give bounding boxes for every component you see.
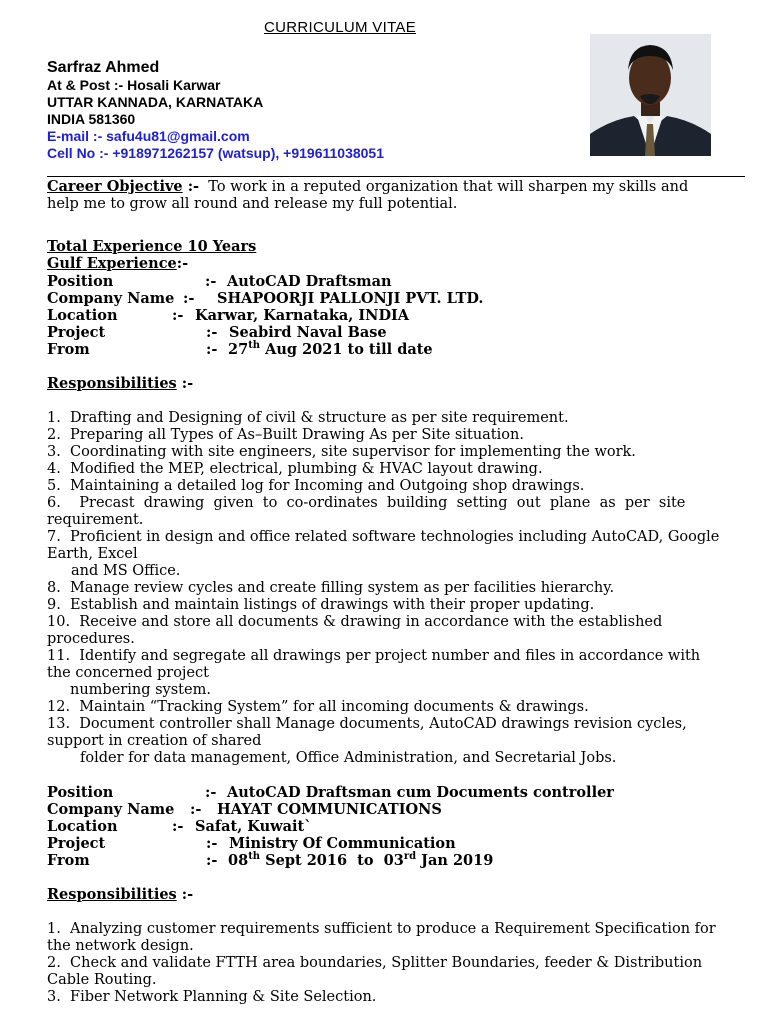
job2-from-row	[47, 852, 768, 869]
from-sep: :-	[206, 341, 218, 358]
from-sep: :-	[206, 852, 218, 869]
header-divider	[47, 176, 745, 177]
from-value: 27th Aug 2021 to till date	[228, 340, 433, 358]
resp-item: 10. Receive and store all documents & drawing in accordance with the established	[47, 614, 663, 630]
company-label: Company Name	[47, 290, 175, 307]
resp-item: 2. Preparing all Types of As–Built Drawing As per Site situation.	[47, 427, 524, 443]
location-label: Location	[47, 818, 118, 835]
resp-item: 1. Analyzing customer requirements sufficient to produce a Requirement Specification for	[47, 921, 716, 937]
candidate-name: Sarfraz Ahmed	[47, 59, 160, 76]
position-label: Position	[47, 784, 114, 801]
resp-item: 12. Maintain “Tracking System” for all incoming documents & drawings.	[47, 699, 589, 715]
job2-location-row	[47, 818, 768, 835]
company-value: HAYAT COMMUNICATIONS	[217, 801, 442, 818]
resp-item-cont: Earth, Excel	[47, 546, 138, 562]
company-label: Company Name	[47, 801, 175, 818]
job1-company-row	[47, 290, 768, 307]
job1-from-row	[47, 341, 768, 358]
contact-header	[47, 58, 384, 162]
from-value: 08th Sept 2016 to 03rd Jan 2019	[228, 851, 494, 869]
resp-item: 1. Drafting and Designing of civil & structure as per site requirement.	[47, 410, 569, 426]
project-value: Seabird Naval Base	[229, 324, 387, 341]
resp-item-cont: support in creation of shared	[47, 733, 262, 749]
resp-item: 13. Document controller shall Manage documents, AutoCAD drawings revision cycles,	[47, 716, 687, 732]
company-value: SHAPOORJI PALLONJI PVT. LTD.	[217, 290, 484, 307]
responsibilities-heading: Responsibilities	[47, 375, 177, 392]
resp-item: 7. Proficient in design and office related software technologies including AutoCAD, Google	[47, 529, 720, 545]
location-sep: :-	[172, 307, 184, 324]
address-line-2: UTTAR KANNADA, KARNATAKA	[47, 94, 264, 110]
project-sep: :-	[206, 835, 218, 852]
resp-item-cont: numbering system.	[70, 682, 211, 698]
gulf-experience-label: Gulf Experience	[47, 255, 177, 272]
profile-photo	[590, 34, 711, 156]
resp-item-cont: Cable Routing.	[47, 972, 157, 988]
career-objective	[47, 178, 768, 196]
from-label: From	[47, 341, 90, 358]
objective-text: To work in a reputed organization that will sharpen my skills and	[199, 179, 689, 195]
resp-item-cont: the network design.	[47, 938, 194, 954]
position-sep: :-	[205, 784, 217, 801]
resp-item: 5. Maintaining a detailed log for Incoming and Outgoing shop drawings.	[47, 478, 585, 494]
job1-location-row	[47, 307, 768, 324]
phone-line: Cell No :- +918971262157 (watsup), +919611038051	[47, 145, 384, 161]
position-label: Position	[47, 273, 114, 290]
resp-item: 11. Identify and segregate all drawings per project number and files in accordance with	[47, 648, 701, 664]
position-sep: :-	[205, 273, 217, 290]
from-label: From	[47, 852, 90, 869]
job1-position-row	[47, 273, 768, 290]
address-line-3: INDIA 581360	[47, 111, 136, 127]
resp-item: 4. Modified the MEP, electrical, plumbing & HVAC layout drawing.	[47, 461, 543, 477]
resp-item-cont: procedures.	[47, 631, 135, 647]
position-value: AutoCAD Draftsman	[227, 273, 392, 290]
gulf-experience-sep: :-	[176, 255, 189, 272]
email-line[interactable]: E-mail :- safu4u81@gmail.com	[47, 128, 250, 144]
document-title: CURRICULUM VITAE	[264, 19, 417, 36]
job2-company-row	[47, 801, 768, 818]
project-sep: :-	[206, 324, 218, 341]
resp-item-cont: requirement.	[47, 512, 144, 528]
location-value: Karwar, Karnataka, INDIA	[195, 307, 410, 324]
position-value: AutoCAD Draftsman cum Documents controller	[227, 784, 614, 801]
responsibilities-heading: Responsibilities	[47, 886, 177, 903]
objective-text-2: help me to grow all round and release my full potential.	[47, 196, 458, 212]
project-value: Ministry Of Communication	[229, 835, 456, 852]
resp-item: 8. Manage review cycles and create filling system as per facilities hierarchy.	[47, 580, 615, 596]
job2-position-row	[47, 784, 768, 801]
job1-project-row	[47, 324, 768, 341]
resp-item: 2. Check and validate FTTH area boundaries, Splitter Boundaries, feeder & Distribution	[47, 955, 703, 971]
resp-item: 3. Coordinating with site engineers, site supervisor for implementing the work.	[47, 444, 636, 460]
resp-item-cont: the concerned project	[47, 665, 209, 681]
job2-project-row	[47, 835, 768, 852]
location-label: Location	[47, 307, 118, 324]
resp-item: 6. Precast drawing given to co-ordinates building setting out plane as per site	[47, 495, 686, 511]
cv-body: Career Objective :- To work in a reputed organization that will sharpen my skills and help me to grow all round and release my full potential. Total Experience 10 Years Gulf Experience:- Position :- AutoCAD Draftsman Company Name :- SHAPOORJI PALLONJI PVT. LTD. Location :- Karwar, Karnataka, INDIA Project :- Seabird Naval Base From :- 27th Aug 2021 to till date Responsibilities :- 1. Drafting and Designing of civil & structure as per site requirement. 2. Preparing all Types of As–Built Drawing As per Site situation. 3. Coordinating with site engineers, site supervisor for implementing the work. 4. Modified the MEP, electrical, plumbing & HVAC layout drawing. 5. Maintaining a detailed log for Incoming and Outgoing shop drawings. 6. Precast drawing given to co-ordinates building setting out plane as per site requirement. 7. Proficient in design and office related software technologies including AutoCAD, Google Earth, Excel and MS Office. 8. Manage review cycles and create filling system as per facilities hierarchy. 9. Establish and maintain listings of drawings with their proper updating. 10. Receive and store all documents & drawing in accordance with the established procedures. 11. Identify and segregate all drawings per project number and files in accordance with the concerned project numbering system. 12. Maintain “Tracking System” for all incoming documents & drawings. 13. Document controller shall Manage documents, AutoCAD drawings revision cycles, support in creation of shared folder for data management, Office Administration, and Secretarial Jobs. Position :- AutoCAD Draftsman cum Documents controller Company Name :- HAYAT COMMUNICATIONS Location :- Safat, Kuwait` Project :- Ministry Of Communication From :- 08th Sept 2016 to 03rd Jan 2019 Responsibilities :- 1. Analyzing customer requirements sufficient to produce a Requirement Specification for the network design. 2. Check and validate FTTH area boundaries, Splitter Boundaries, feeder & Distribution Cable Routing. 3. Fiber Network Planning & Site Selection.	[47, 178, 768, 1006]
address-line-1: At & Post :- Hosali Karwar	[47, 77, 221, 93]
total-experience: Total Experience 10 Years	[47, 238, 257, 255]
resp-item: 9. Establish and maintain listings of drawings with their proper updating.	[47, 597, 595, 613]
project-label: Project	[47, 835, 106, 852]
objective-sep: :-	[182, 178, 200, 195]
company-sep: :-	[183, 290, 195, 307]
objective-label: Career Objective	[47, 178, 183, 195]
location-value: Safat, Kuwait`	[195, 818, 312, 835]
resp-item: 3. Fiber Network Planning & Site Selection.	[47, 989, 377, 1005]
company-sep: :-	[190, 801, 202, 818]
location-sep: :-	[172, 818, 184, 835]
project-label: Project	[47, 324, 106, 341]
resp-item-cont: folder for data management, Office Administration, and Secretarial Jobs.	[80, 750, 617, 766]
resp-item-cont: and MS Office.	[71, 563, 181, 579]
